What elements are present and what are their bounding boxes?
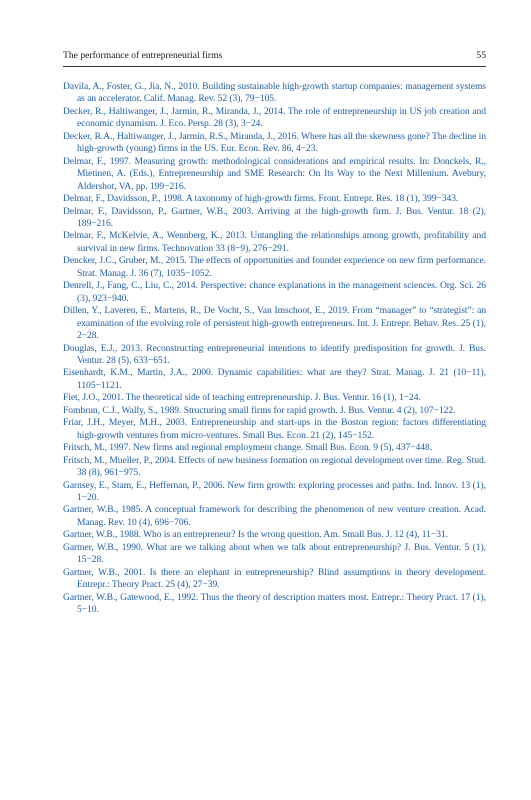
reference-entry[interactable]: Fiet, J.O., 2001. The theoretical side of teaching entrepreneurship. J. Bus. Ventur. 16 (1), 1−24. [63,392,421,404]
reference-entry[interactable]: Delmar, F., McKelvie, A., Wennberg, K., 2013. Untangling the relationships among growth, profitability and survival in new firms. Technovation 33 (8−9), 276−291. [63,230,486,254]
document-page [63,50,486,616]
reference-list [63,81,486,616]
reference-entry[interactable]: Eisenhardt, K.M., Martin, J.A., 2000. Dynamic capabilities: what are they? Strat. Manag. J. 21 (10−11), 1105−1121. [63,367,486,391]
reference-entry[interactable]: Gartner, W.B., 1990. What are we talking about when we talk about entrepreneurship? J. Bus. Ventur. 5 (1), 15−28. [63,541,486,566]
reference-entry[interactable]: Douglas, E.J., 2013. Reconstructing entrepreneurial intentions to identify predisposition for growth. J. Bus. Ventur. 28 (5), 633−651. [63,342,486,366]
reference-entry[interactable]: Friar, J.H., Meyer, M.H., 2003. Entrepreneurship and start-ups in the Boston region: factors differentiating high-growth ventures from micro-ventures. Small Bus. Econ. 21 (2), 145−152. [63,417,486,441]
reference-entry[interactable]: Gartner, W.B., 1988. Who is an entrepreneur? Is the wrong question. Am. Small Bus. J. 12 (4), 11−31. [63,529,449,541]
reference-entry[interactable]: Fritsch, M., Mueller, P., 2004. Effects of new business formation on regional development over time. Reg. Stud. 38 (8), 961−975. [63,454,486,479]
reference-entry[interactable]: Decker, R.A., Haltiwanger, J., Jarmin, R.S., Miranda, J., 2016. Where has all the skewness gone? The decline in high-growth (young) firms in the US. Eur. Econ. Rev. 86, 4−23. [63,130,486,155]
reference-entry[interactable]: Delmar, F., 1997. Measuring growth: methodological considerations and empirical results. In: Donckels, R., Mietinen, A. (Eds.), Entrepreneurship and SME Research: On Its Way to the Next Millenium. Avebury, Aldershot, VA, pp. 199−216. [63,155,486,192]
reference-entry[interactable]: Dencker, J.C., Gruber, M., 2015. The effects of opportunities and founder experience on new firm performance. Strat. Manag. J. 36 (7), 1035−1052. [63,255,486,279]
running-title: The performance of entrepreneurial firms [63,50,223,61]
reference-entry[interactable]: Gartner, W.B., 2001. Is there an elephant in entrepreneurship? Blind assumptions in theory development. Entrepr.: Theory Pract. 25 (4), 27−39. [63,566,486,591]
reference-entry[interactable]: Fombrun, C.J., Wally, S., 1989. Structuring small firms for rapid growth. J. Bus. Ventur. 4 (2), 107−122. [63,404,456,416]
reference-entry[interactable]: Gartner, W.B., 1985. A conceptual framework for describing the phenomenon of new venture creation. Acad. Manag. Rev. 10 (4), 696−706. [63,504,486,528]
reference-entry[interactable]: Gartner, W.B., Gatewood, E., 1992. Thus the theory of description matters most. Entrepr.: Theory Pract. 17 (1), 5−10. [63,591,486,616]
reference-entry[interactable]: Garnsey, E., Stam, E., Heffernan, P., 2006. New firm growth: exploring processes and paths. Ind. Innov. 13 (1), 1−20. [63,479,486,503]
reference-entry[interactable]: Fritsch, M., 1997. New firms and regional employment change. Small Bus. Econ. 9 (5), 437−448. [63,442,433,454]
running-header [63,50,486,67]
reference-entry[interactable]: Decker, R., Haltiwanger, J., Jarmin, R., Miranda, J., 2014. The role of entrepreneurship in US job creation and economic dynamism. J. Eco. Persp. 28 (3), 3−24. [63,105,486,130]
reference-entry[interactable]: Delmar, F., Davidsson, P., Gartner, W.B., 2003. Arriving at the high-growth firm. J. Bus. Ventur. 18 (2), 189−216. [63,205,486,229]
reference-entry[interactable]: Dillen, Y., Laveren, E., Martens, R., De Vocht, S., Van Imschoot, E., 2019. From “manager” to “strategist”: an examination of the evolving role of persistent high-growth entrepreneurs. Int. J. Entrepr. Behav. Res. 25 (1), 2−28. [63,305,486,342]
page-number: 55 [476,50,486,61]
reference-entry[interactable]: Davila, A., Foster, G., Jia, N., 2010. Building sustainable high-growth startup companies: management systems as an accelerator. Calif. Manag. Rev. 52 (3), 79−105. [63,81,486,105]
reference-entry[interactable]: Denrell, J., Fang, C., Liu, C., 2014. Perspective: chance explanations in the management sciences. Org. Sci. 26 (3), 923−940. [63,280,486,304]
reference-entry[interactable]: Delmar, F., Davidsson, P., 1998. A taxonomy of high-growth firms. Front. Entrepr. Res. 18 (1), 399−343. [63,193,459,205]
